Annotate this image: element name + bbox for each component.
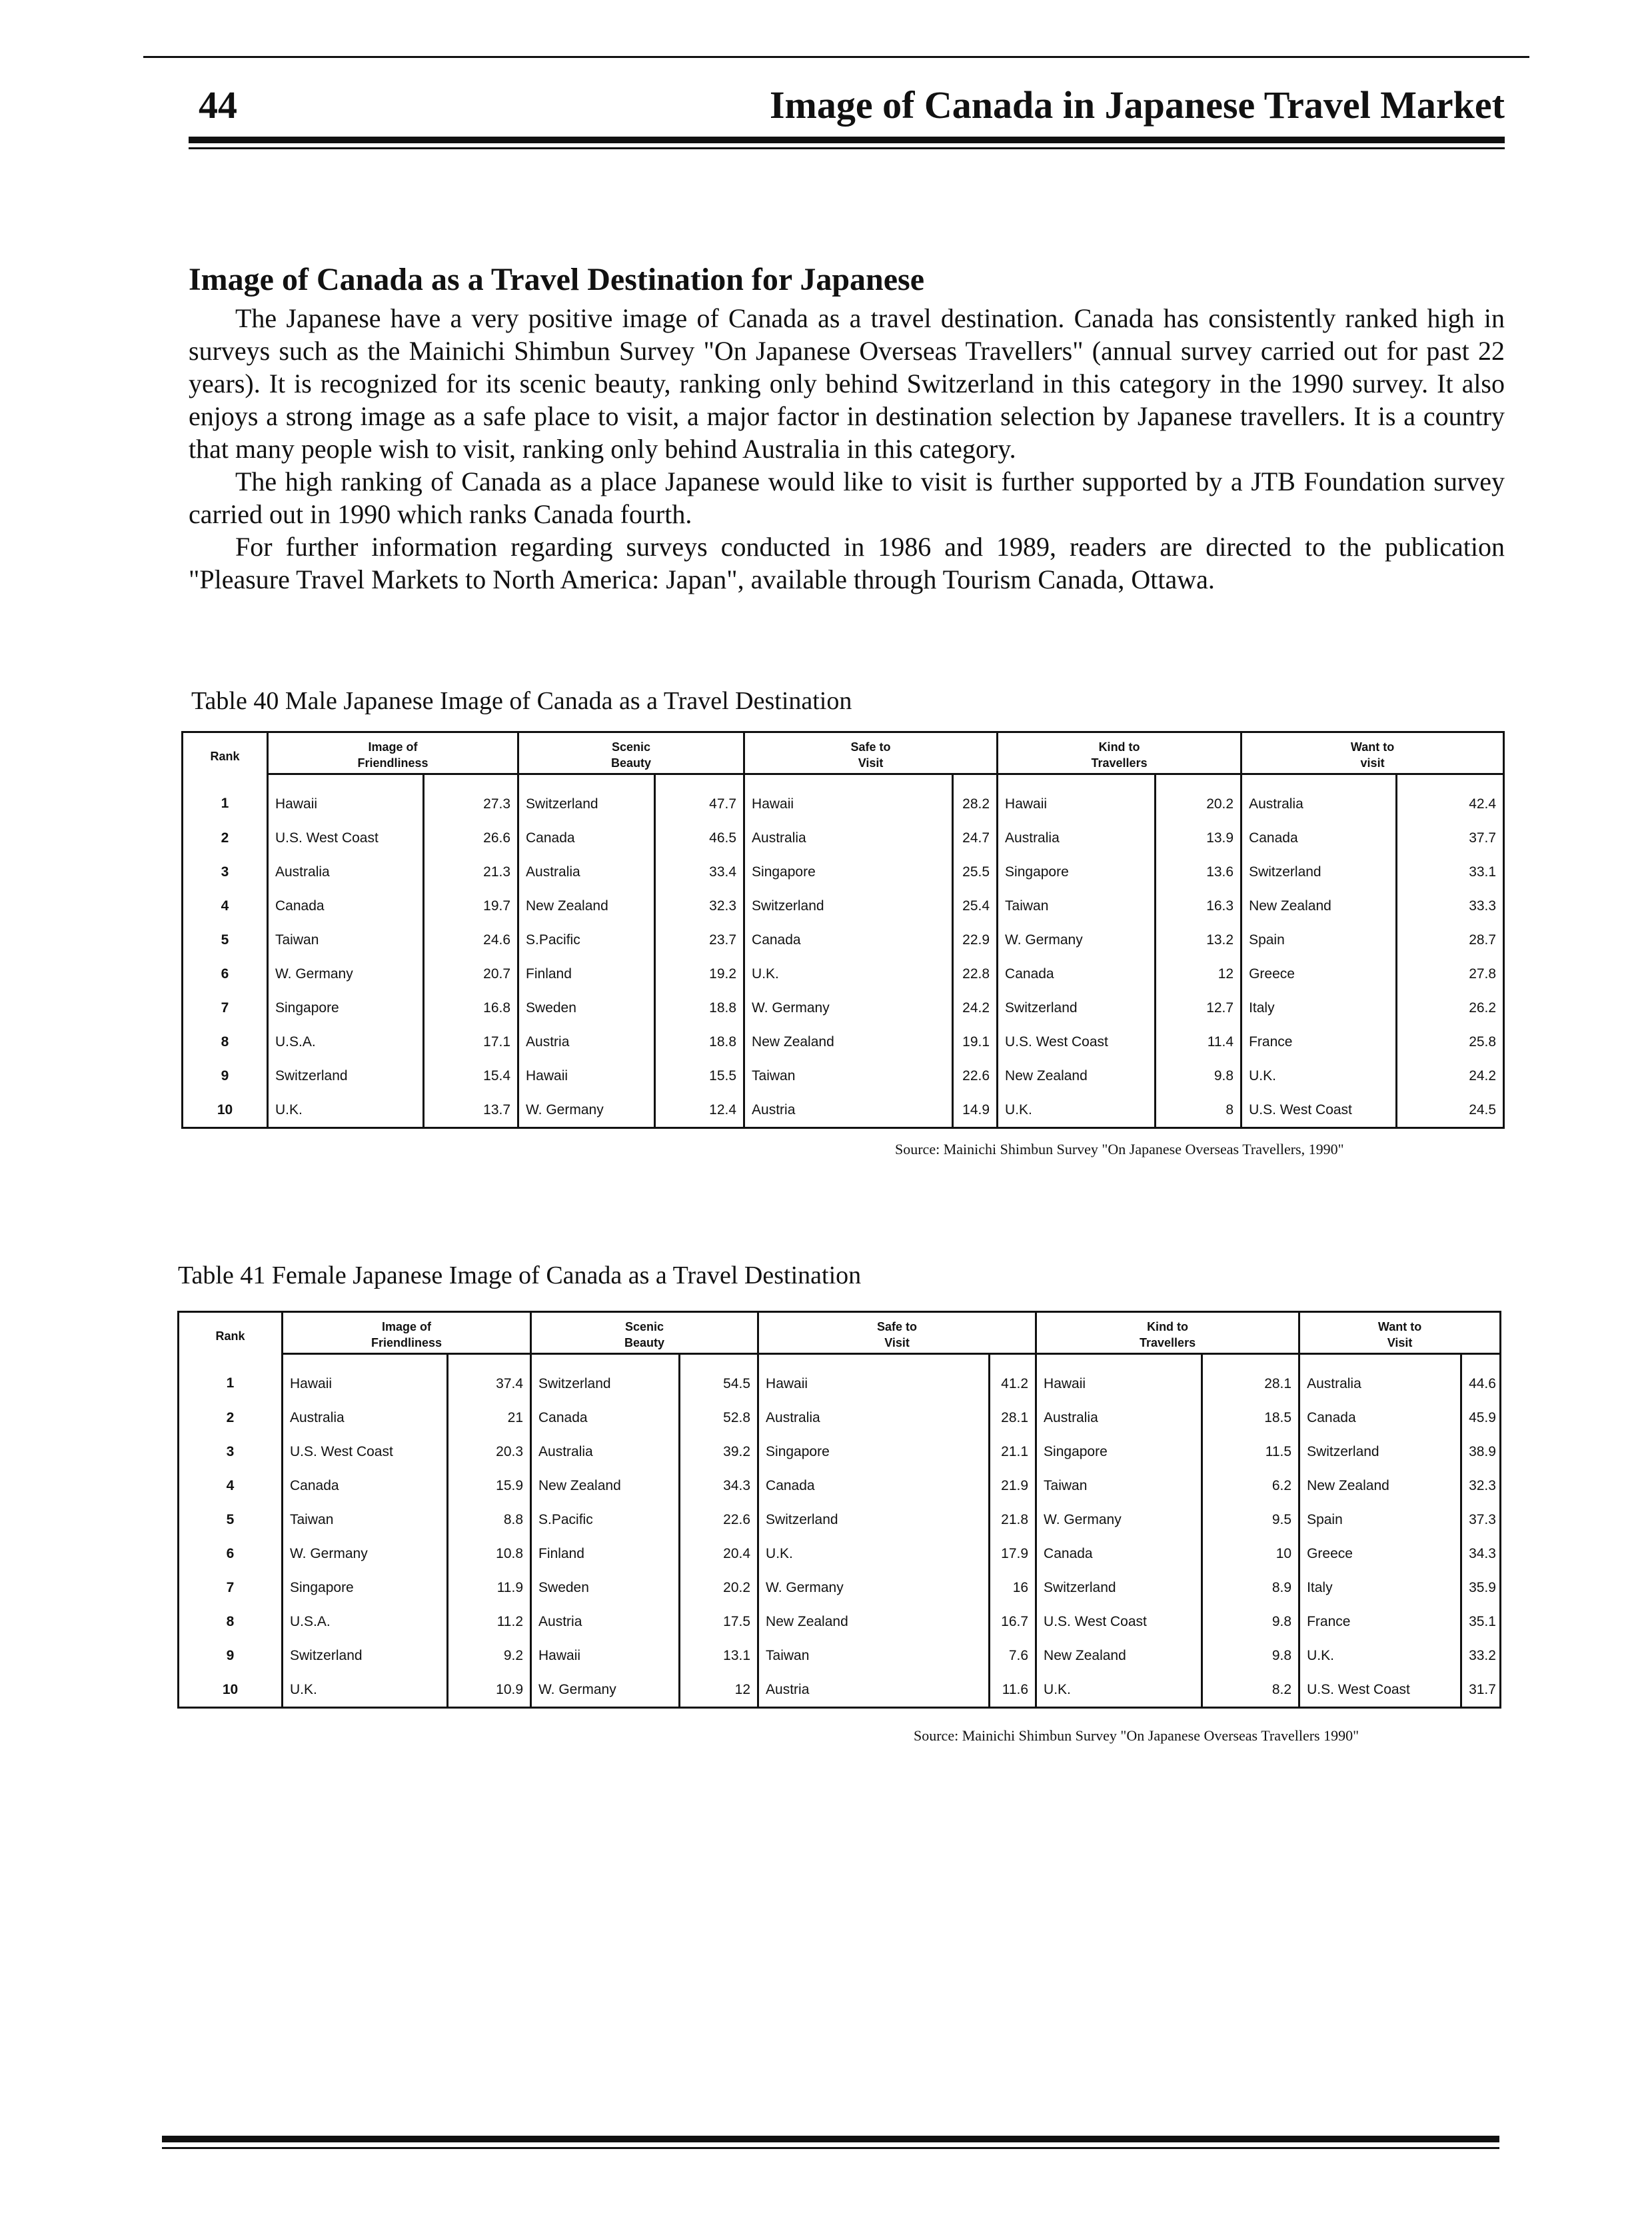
table40-source: Source: Mainichi Shimbun Survey "On Japanese Overseas Travellers, 1990" (895, 1141, 1344, 1157)
percent-cell: 33.2 (1461, 1639, 1501, 1673)
destination-cell: New Zealand (1241, 889, 1397, 923)
percent-cell: 24.2 (1397, 1059, 1504, 1093)
percent-cell: 13.1 (680, 1639, 758, 1673)
destination-cell: Hawaii (1036, 1354, 1202, 1401)
table-row (179, 1639, 1501, 1673)
destination-cell: France (1241, 1025, 1397, 1059)
rank-cell: 5 (179, 1503, 283, 1537)
table-row (179, 1673, 1501, 1708)
section-heading: Image of Canada as a Travel Destination for Japanese (189, 262, 924, 297)
percent-cell: 26.6 (424, 821, 518, 855)
table-row (179, 1605, 1501, 1639)
percent-cell: 17.1 (424, 1025, 518, 1059)
col-header-line1: Kind to (998, 732, 1241, 756)
destination-cell: Singapore (283, 1571, 448, 1605)
percent-cell: 11.9 (448, 1571, 531, 1605)
percent-cell: 32.3 (655, 889, 744, 923)
destination-cell: Sweden (531, 1571, 680, 1605)
rank-cell: 6 (179, 1537, 283, 1571)
col-header-line1: Image of (268, 732, 518, 756)
header-thin-rule (189, 147, 1505, 149)
destination-cell: Taiwan (744, 1059, 953, 1093)
percent-cell: 16.8 (424, 991, 518, 1025)
table-row (179, 1401, 1501, 1435)
destination-cell: Switzerland (758, 1503, 990, 1537)
col-header-line1: Scenic (531, 1312, 758, 1336)
destination-cell: Austria (531, 1605, 680, 1639)
col-header-line2: Travellers (1036, 1335, 1299, 1354)
percent-cell: 22.6 (680, 1503, 758, 1537)
destination-cell: Australia (268, 855, 424, 889)
destination-cell: Italy (1299, 1571, 1461, 1605)
destination-cell: U.K. (283, 1673, 448, 1708)
percent-cell: 7.6 (990, 1639, 1036, 1673)
rank-cell: 6 (183, 957, 268, 991)
percent-cell: 9.8 (1202, 1605, 1299, 1639)
destination-cell: W. Germany (518, 1093, 655, 1128)
paragraph-3: For further information regarding surveys conducted in 1986 and 1989, readers are directed to the publication "Pleasure Travel Markets to North America: Japan", available through Tourism Canada, Ottawa. (189, 532, 1505, 595)
percent-cell: 25.8 (1397, 1025, 1504, 1059)
destination-cell: Canada (744, 923, 953, 957)
destination-cell: Austria (744, 1093, 953, 1128)
rank-cell: 8 (179, 1605, 283, 1639)
destination-cell: Switzerland (744, 889, 953, 923)
destination-cell: Hawaii (518, 1059, 655, 1093)
col-header-line1: Want to (1299, 1312, 1501, 1336)
destination-cell: W. Germany (744, 991, 953, 1025)
destination-cell: Hawaii (283, 1354, 448, 1401)
percent-cell: 32.3 (1461, 1469, 1501, 1503)
table-row (183, 1059, 1504, 1093)
percent-cell: 22.9 (953, 923, 998, 957)
destination-cell: Finland (531, 1537, 680, 1571)
destination-cell: Singapore (268, 991, 424, 1025)
table-row (183, 889, 1504, 923)
table-row (183, 957, 1504, 991)
destination-cell: Switzerland (268, 1059, 424, 1093)
rank-cell: 4 (179, 1469, 283, 1503)
percent-cell: 16 (990, 1571, 1036, 1605)
destination-cell: Australia (518, 855, 655, 889)
destination-cell: U.S.A. (268, 1025, 424, 1059)
percent-cell: 21.9 (990, 1469, 1036, 1503)
table-row (179, 1537, 1501, 1571)
table-row (183, 1093, 1504, 1128)
percent-cell: 13.7 (424, 1093, 518, 1128)
destination-cell: Singapore (998, 855, 1156, 889)
destination-cell: U.K. (998, 1093, 1156, 1128)
destination-cell: New Zealand (1299, 1469, 1461, 1503)
percent-cell: 24.7 (953, 821, 998, 855)
page-number: 44 (199, 83, 237, 127)
percent-cell: 22.6 (953, 1059, 998, 1093)
percent-cell: 35.1 (1461, 1605, 1501, 1639)
percent-cell: 9.8 (1202, 1639, 1299, 1673)
col-header-line1: Safe to (758, 1312, 1036, 1336)
destination-cell: Singapore (744, 855, 953, 889)
col-header-line2: Travellers (998, 756, 1241, 774)
rank-cell: 2 (183, 821, 268, 855)
percent-cell: 19.1 (953, 1025, 998, 1059)
destination-cell: Canada (283, 1469, 448, 1503)
percent-cell: 33.4 (655, 855, 744, 889)
destination-cell: U.K. (758, 1537, 990, 1571)
rank-cell: 7 (183, 991, 268, 1025)
destination-cell: Italy (1241, 991, 1397, 1025)
percent-cell: 8.2 (1202, 1673, 1299, 1708)
destination-cell: Austria (758, 1673, 990, 1708)
table-row (183, 991, 1504, 1025)
percent-cell: 17.5 (680, 1605, 758, 1639)
percent-cell: 52.8 (680, 1401, 758, 1435)
destination-cell: Australia (283, 1401, 448, 1435)
percent-cell: 11.6 (990, 1673, 1036, 1708)
percent-cell: 24.2 (953, 991, 998, 1025)
destination-cell: U.S. West Coast (1036, 1605, 1202, 1639)
destination-cell: W. Germany (283, 1537, 448, 1571)
destination-cell: Australia (1299, 1354, 1461, 1401)
percent-cell: 20.4 (680, 1537, 758, 1571)
col-header-line1: Safe to (744, 732, 998, 756)
destination-cell: Australia (744, 821, 953, 855)
table-row (179, 1435, 1501, 1469)
destination-cell: Switzerland (283, 1639, 448, 1673)
destination-cell: U.K. (1299, 1639, 1461, 1673)
destination-cell: Spain (1299, 1503, 1461, 1537)
rank-cell: 9 (179, 1639, 283, 1673)
percent-cell: 16.7 (990, 1605, 1036, 1639)
destination-cell: France (1299, 1605, 1461, 1639)
table-row (179, 1571, 1501, 1605)
destination-cell: Australia (531, 1435, 680, 1469)
percent-cell: 12.7 (1156, 991, 1241, 1025)
destination-cell: Canada (531, 1401, 680, 1435)
destination-cell: Sweden (518, 991, 655, 1025)
percent-cell: 47.7 (655, 774, 744, 822)
destination-cell: Taiwan (1036, 1469, 1202, 1503)
percent-cell: 46.5 (655, 821, 744, 855)
destination-cell: New Zealand (518, 889, 655, 923)
destination-cell: Canada (1241, 821, 1397, 855)
table-row (179, 1503, 1501, 1537)
col-header-line1: Kind to (1036, 1312, 1299, 1336)
destination-cell: Hawaii (268, 774, 424, 822)
destination-cell: Switzerland (998, 991, 1156, 1025)
percent-cell: 9.5 (1202, 1503, 1299, 1537)
destination-cell: U.S. West Coast (268, 821, 424, 855)
percent-cell: 11.2 (448, 1605, 531, 1639)
table-row (179, 1354, 1501, 1401)
destination-cell: U.S.A. (283, 1605, 448, 1639)
destination-cell: W. Germany (531, 1673, 680, 1708)
destination-cell: Canada (758, 1469, 990, 1503)
col-header-line1: Image of (283, 1312, 531, 1336)
body-text (189, 261, 1505, 596)
percent-cell: 17.9 (990, 1537, 1036, 1571)
percent-cell: 12 (680, 1673, 758, 1708)
percent-cell: 33.1 (1397, 855, 1504, 889)
table-row (183, 855, 1504, 889)
percent-cell: 31.7 (1461, 1673, 1501, 1708)
table41-source: Source: Mainichi Shimbun Survey "On Japanese Overseas Travellers 1990" (914, 1727, 1359, 1744)
rank-cell: 3 (183, 855, 268, 889)
destination-cell: New Zealand (758, 1605, 990, 1639)
destination-cell: Hawaii (758, 1354, 990, 1401)
destination-cell: Singapore (758, 1435, 990, 1469)
destination-cell: Canada (518, 821, 655, 855)
destination-cell: S.Pacific (531, 1503, 680, 1537)
percent-cell: 15.9 (448, 1469, 531, 1503)
destination-cell: U.S. West Coast (1299, 1673, 1461, 1708)
percent-cell: 10.8 (448, 1537, 531, 1571)
destination-cell: Finland (518, 957, 655, 991)
destination-cell: U.S. West Coast (283, 1435, 448, 1469)
percent-cell: 16.3 (1156, 889, 1241, 923)
destination-cell: Greece (1241, 957, 1397, 991)
destination-cell: Canada (1299, 1401, 1461, 1435)
percent-cell: 25.4 (953, 889, 998, 923)
percent-cell: 8 (1156, 1093, 1241, 1128)
percent-cell: 8.9 (1202, 1571, 1299, 1605)
percent-cell: 23.7 (655, 923, 744, 957)
percent-cell: 37.4 (448, 1354, 531, 1401)
percent-cell: 24.5 (1397, 1093, 1504, 1128)
header-thick-rule (189, 137, 1505, 143)
percent-cell: 12 (1156, 957, 1241, 991)
rank-cell: 1 (179, 1354, 283, 1401)
footer-thick-rule (162, 2136, 1499, 2142)
percent-cell: 15.4 (424, 1059, 518, 1093)
destination-cell: W. Germany (758, 1571, 990, 1605)
percent-cell: 38.9 (1461, 1435, 1501, 1469)
percent-cell: 9.8 (1156, 1059, 1241, 1093)
rank-cell: 1 (183, 774, 268, 822)
percent-cell: 22.8 (953, 957, 998, 991)
percent-cell: 11.5 (1202, 1435, 1299, 1469)
table40 (181, 731, 1505, 1129)
destination-cell: Taiwan (268, 923, 424, 957)
top-thin-rule (143, 56, 1529, 58)
percent-cell: 28.7 (1397, 923, 1504, 957)
destination-cell: Hawaii (998, 774, 1156, 822)
table-row (183, 821, 1504, 855)
col-header-line1: Scenic (518, 732, 744, 756)
percent-cell: 21.1 (990, 1435, 1036, 1469)
destination-cell: W. Germany (998, 923, 1156, 957)
percent-cell: 20.2 (680, 1571, 758, 1605)
destination-cell: Australia (1241, 774, 1397, 822)
percent-cell: 35.9 (1461, 1571, 1501, 1605)
percent-cell: 28.1 (990, 1401, 1036, 1435)
col-header-line2: Beauty (518, 756, 744, 774)
footer-thin-rule (162, 2147, 1499, 2149)
percent-cell: 41.2 (990, 1354, 1036, 1401)
percent-cell: 18.8 (655, 991, 744, 1025)
percent-cell: 27.8 (1397, 957, 1504, 991)
percent-cell: 28.2 (953, 774, 998, 822)
percent-cell: 37.7 (1397, 821, 1504, 855)
table41 (177, 1311, 1501, 1709)
percent-cell: 24.6 (424, 923, 518, 957)
percent-cell: 11.4 (1156, 1025, 1241, 1059)
percent-cell: 19.2 (655, 957, 744, 991)
destination-cell: W. Germany (268, 957, 424, 991)
col-header-line2: Visit (758, 1335, 1036, 1354)
destination-cell: New Zealand (998, 1059, 1156, 1093)
rank-cell: 8 (183, 1025, 268, 1059)
percent-cell: 25.5 (953, 855, 998, 889)
percent-cell: 13.6 (1156, 855, 1241, 889)
percent-cell: 42.4 (1397, 774, 1504, 822)
destination-cell: Switzerland (518, 774, 655, 822)
destination-cell: New Zealand (744, 1025, 953, 1059)
destination-cell: W. Germany (1036, 1503, 1202, 1537)
percent-cell: 19.7 (424, 889, 518, 923)
percent-cell: 34.3 (680, 1469, 758, 1503)
percent-cell: 18.5 (1202, 1401, 1299, 1435)
percent-cell: 9.2 (448, 1639, 531, 1673)
destination-cell: Taiwan (998, 889, 1156, 923)
destination-cell: Australia (758, 1401, 990, 1435)
percent-cell: 14.9 (953, 1093, 998, 1128)
destination-cell: Austria (518, 1025, 655, 1059)
destination-cell: Canada (268, 889, 424, 923)
destination-cell: Australia (1036, 1401, 1202, 1435)
percent-cell: 21 (448, 1401, 531, 1435)
col-header-line2: Visit (744, 756, 998, 774)
destination-cell: Greece (1299, 1537, 1461, 1571)
col-header-line2: Beauty (531, 1335, 758, 1354)
rank-cell: 2 (179, 1401, 283, 1435)
destination-cell: Canada (1036, 1537, 1202, 1571)
destination-cell: New Zealand (531, 1469, 680, 1503)
destination-cell: Singapore (1036, 1435, 1202, 1469)
table-row (183, 1025, 1504, 1059)
table40-caption: Table 40 Male Japanese Image of Canada as a Travel Destination (191, 687, 852, 715)
destination-cell: Canada (998, 957, 1156, 991)
destination-cell: Switzerland (1299, 1435, 1461, 1469)
percent-cell: 8.8 (448, 1503, 531, 1537)
destination-cell: Switzerland (1241, 855, 1397, 889)
percent-cell: 44.6 (1461, 1354, 1501, 1401)
destination-cell: Taiwan (758, 1639, 990, 1673)
percent-cell: 6.2 (1202, 1469, 1299, 1503)
table41-caption: Table 41 Female Japanese Image of Canada as a Travel Destination (178, 1261, 862, 1289)
destination-cell: Switzerland (531, 1354, 680, 1401)
rank-cell: 4 (183, 889, 268, 923)
destination-cell: U.K. (744, 957, 953, 991)
table-row (183, 923, 1504, 957)
percent-cell: 15.5 (655, 1059, 744, 1093)
destination-cell: S.Pacific (518, 923, 655, 957)
percent-cell: 18.8 (655, 1025, 744, 1059)
col-header-line1: Want to (1241, 732, 1504, 756)
destination-cell: Taiwan (283, 1503, 448, 1537)
destination-cell: Hawaii (531, 1639, 680, 1673)
percent-cell: 28.1 (1202, 1354, 1299, 1401)
destination-cell: U.K. (1241, 1059, 1397, 1093)
percent-cell: 13.2 (1156, 923, 1241, 957)
col-header-line2: Visit (1299, 1335, 1501, 1354)
percent-cell: 37.3 (1461, 1503, 1501, 1537)
percent-cell: 54.5 (680, 1354, 758, 1401)
percent-cell: 20.7 (424, 957, 518, 991)
percent-cell: 21.3 (424, 855, 518, 889)
rank-cell: 10 (179, 1673, 283, 1708)
percent-cell: 34.3 (1461, 1537, 1501, 1571)
col-header-line2: Friendliness (283, 1335, 531, 1354)
paragraph-1: The Japanese have a very positive image of Canada as a travel destination. Canada has consistently ranked high in surveys such as the Mainichi Shimbun Survey "On Japanese Overseas Travellers" (annual survey carried out for past 22 years). It is recognized for its scenic beauty, ranking only behind Switzerland in this category in the 1990 survey. It also enjoys a strong image as a safe place to visit, a major factor in destination selection by Japanese travellers. It is a country that many people wish to visit, ranking only behind Australia in this category. (189, 303, 1505, 464)
rank-cell: 5 (183, 923, 268, 957)
rank-cell: 7 (179, 1571, 283, 1605)
percent-cell: 26.2 (1397, 991, 1504, 1025)
percent-cell: 12.4 (655, 1093, 744, 1128)
percent-cell: 13.9 (1156, 821, 1241, 855)
destination-cell: Australia (998, 821, 1156, 855)
percent-cell: 33.3 (1397, 889, 1504, 923)
destination-cell: New Zealand (1036, 1639, 1202, 1673)
percent-cell: 27.3 (424, 774, 518, 822)
destination-cell: Spain (1241, 923, 1397, 957)
percent-cell: 45.9 (1461, 1401, 1501, 1435)
table-row (179, 1469, 1501, 1503)
rank-header: Rank (183, 732, 268, 774)
destination-cell: Switzerland (1036, 1571, 1202, 1605)
paragraph-2: The high ranking of Canada as a place Japanese would like to visit is further supported by a JTB Foundation survey carried out in 1990 which ranks Canada fourth. (189, 466, 1505, 530)
running-title: Image of Canada in Japanese Travel Market (769, 83, 1505, 127)
percent-cell: 21.8 (990, 1503, 1036, 1537)
col-header-line2: visit (1241, 756, 1504, 774)
percent-cell: 10 (1202, 1537, 1299, 1571)
table-row (183, 774, 1504, 822)
destination-cell: U.S. West Coast (1241, 1093, 1397, 1128)
rank-cell: 10 (183, 1093, 268, 1128)
percent-cell: 20.3 (448, 1435, 531, 1469)
destination-cell: U.K. (268, 1093, 424, 1128)
destination-cell: Hawaii (744, 774, 953, 822)
destination-cell: U.K. (1036, 1673, 1202, 1708)
col-header-line2: Friendliness (268, 756, 518, 774)
percent-cell: 20.2 (1156, 774, 1241, 822)
destination-cell: U.S. West Coast (998, 1025, 1156, 1059)
rank-header: Rank (179, 1312, 283, 1354)
rank-cell: 9 (183, 1059, 268, 1093)
percent-cell: 10.9 (448, 1673, 531, 1708)
percent-cell: 39.2 (680, 1435, 758, 1469)
rank-cell: 3 (179, 1435, 283, 1469)
